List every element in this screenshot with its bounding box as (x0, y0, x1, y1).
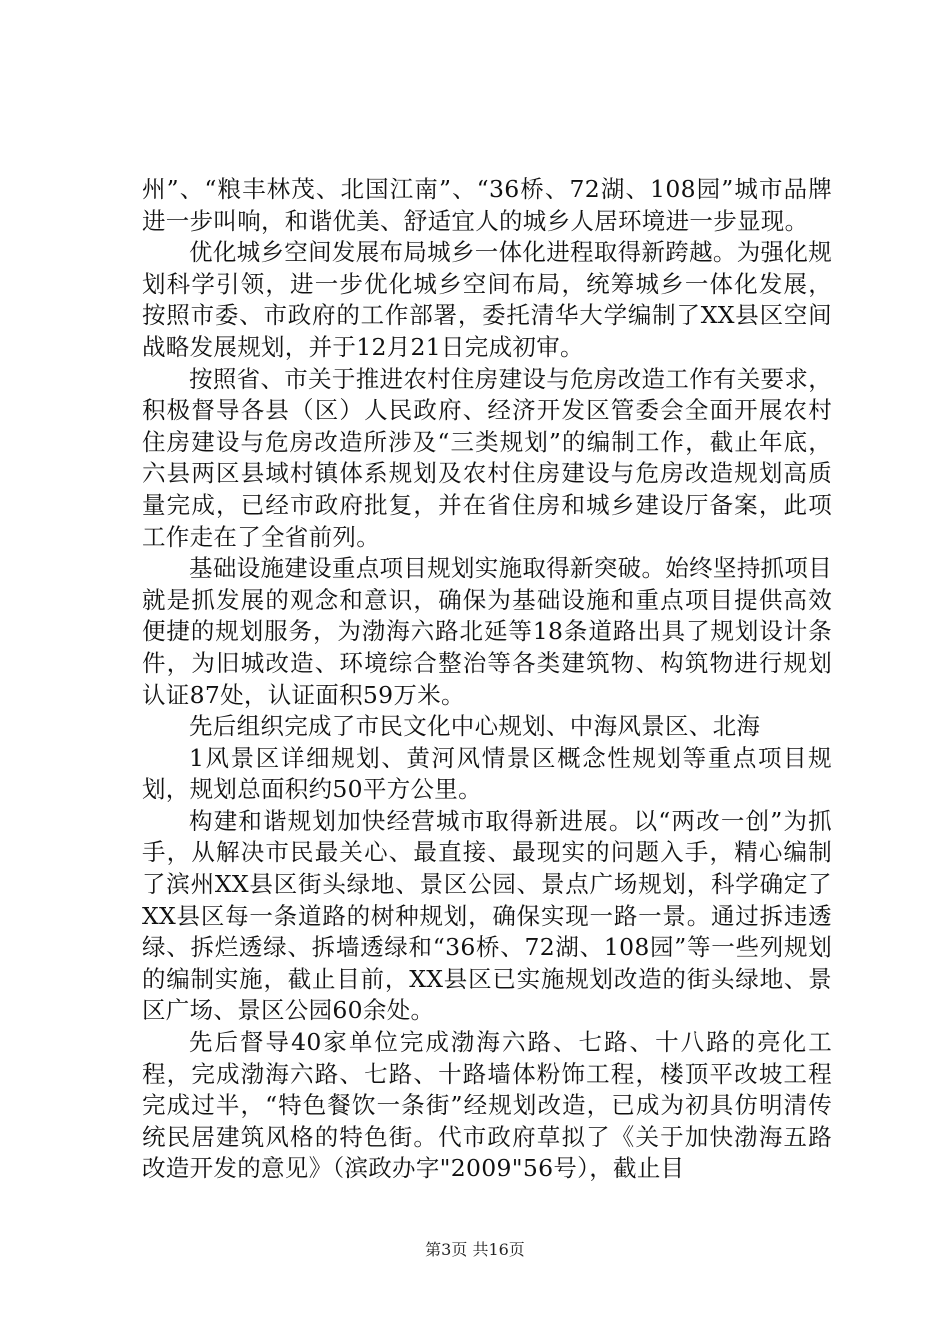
document-body (142, 174, 832, 1185)
paragraph-6: 1风景区详细规划、黄河风情景区概念性规划等重点项目规划，规划总面积约50平方公里。 (142, 743, 832, 804)
paragraph-1: 州”、“粮丰林茂、北国江南”、“36桥、72湖、108园”城市品牌进一步叫响，和谐优美、舒适宜人的城乡人居环境进一步显现。 (142, 175, 832, 235)
paragraph-8: 先后督导40家单位完成渤海六路、七路、十八路的亮化工程，完成渤海六路、七路、十路墙体粉饰工程，楼顶平改坡工程完成过半，“特色餐饮一条街”经规划改造，已成为初具仿明清传统民居建筑风格的特色街。代市政府草拟了《关于加快渤海五路改造开发的意见》（滨政办字"2009"56号），截止目 (142, 1028, 832, 1183)
paragraph-7: 构建和谐规划加快经营城市取得新进展。以“两改一创”为抓手，从解决市民最关心、最直接、最现实的问题入手，精心编制了滨州XX县区街头绿地、景区公园、景点广场规划，科学确定了XX县区每一条道路的树种规划，确保实现一路一景。通过拆违透绿、拆烂透绿、拆墙透绿和“36桥、72湖、108园”等一些列规划的编制实施，截止目前，XX县区已实施规划改造的街头绿地、景区广场、景区公园60余处。 (142, 806, 832, 1025)
paragraph-2: 优化城乡空间发展布局城乡一体化进程取得新跨越。为强化规划科学引领，进一步优化城乡空间布局，统筹城乡一体化发展，按照市委、市政府的工作部署，委托清华大学编制了XX县区空间战略发展规划，并于12月21日完成初审。 (142, 238, 832, 361)
page-number-footer: 第3页 共16页 (425, 1240, 525, 1259)
paragraph-3: 按照省、市关于推进农村住房建设与危房改造工作有关要求，积极督导各县（区）人民政府、经济开发区管委会全面开展农村住房建设与危房改造所涉及“三类规划”的编制工作，截止年底，六县两区县域村镇体系规划及农村住房建设与危房改造规划高质量完成，已经市政府批复，并在省住房和城乡建设厅备案，此项工作走在了全省前列。 (142, 364, 832, 551)
paragraph-5: 先后组织完成了市民文化中心规划、中海风景区、北海 (189, 712, 761, 741)
paragraph-4: 基础设施建设重点项目规划实施取得新突破。始终坚持抓项目就是抓发展的观念和意识，确保为基础设施和重点项目提供高效便捷的规划服务，为渤海六路北延等18条道路出具了规划设计条件，为旧城改造、环境综合整治等各类建筑物、构筑物进行规划认证87处，认证面积59万米。 (142, 554, 832, 709)
